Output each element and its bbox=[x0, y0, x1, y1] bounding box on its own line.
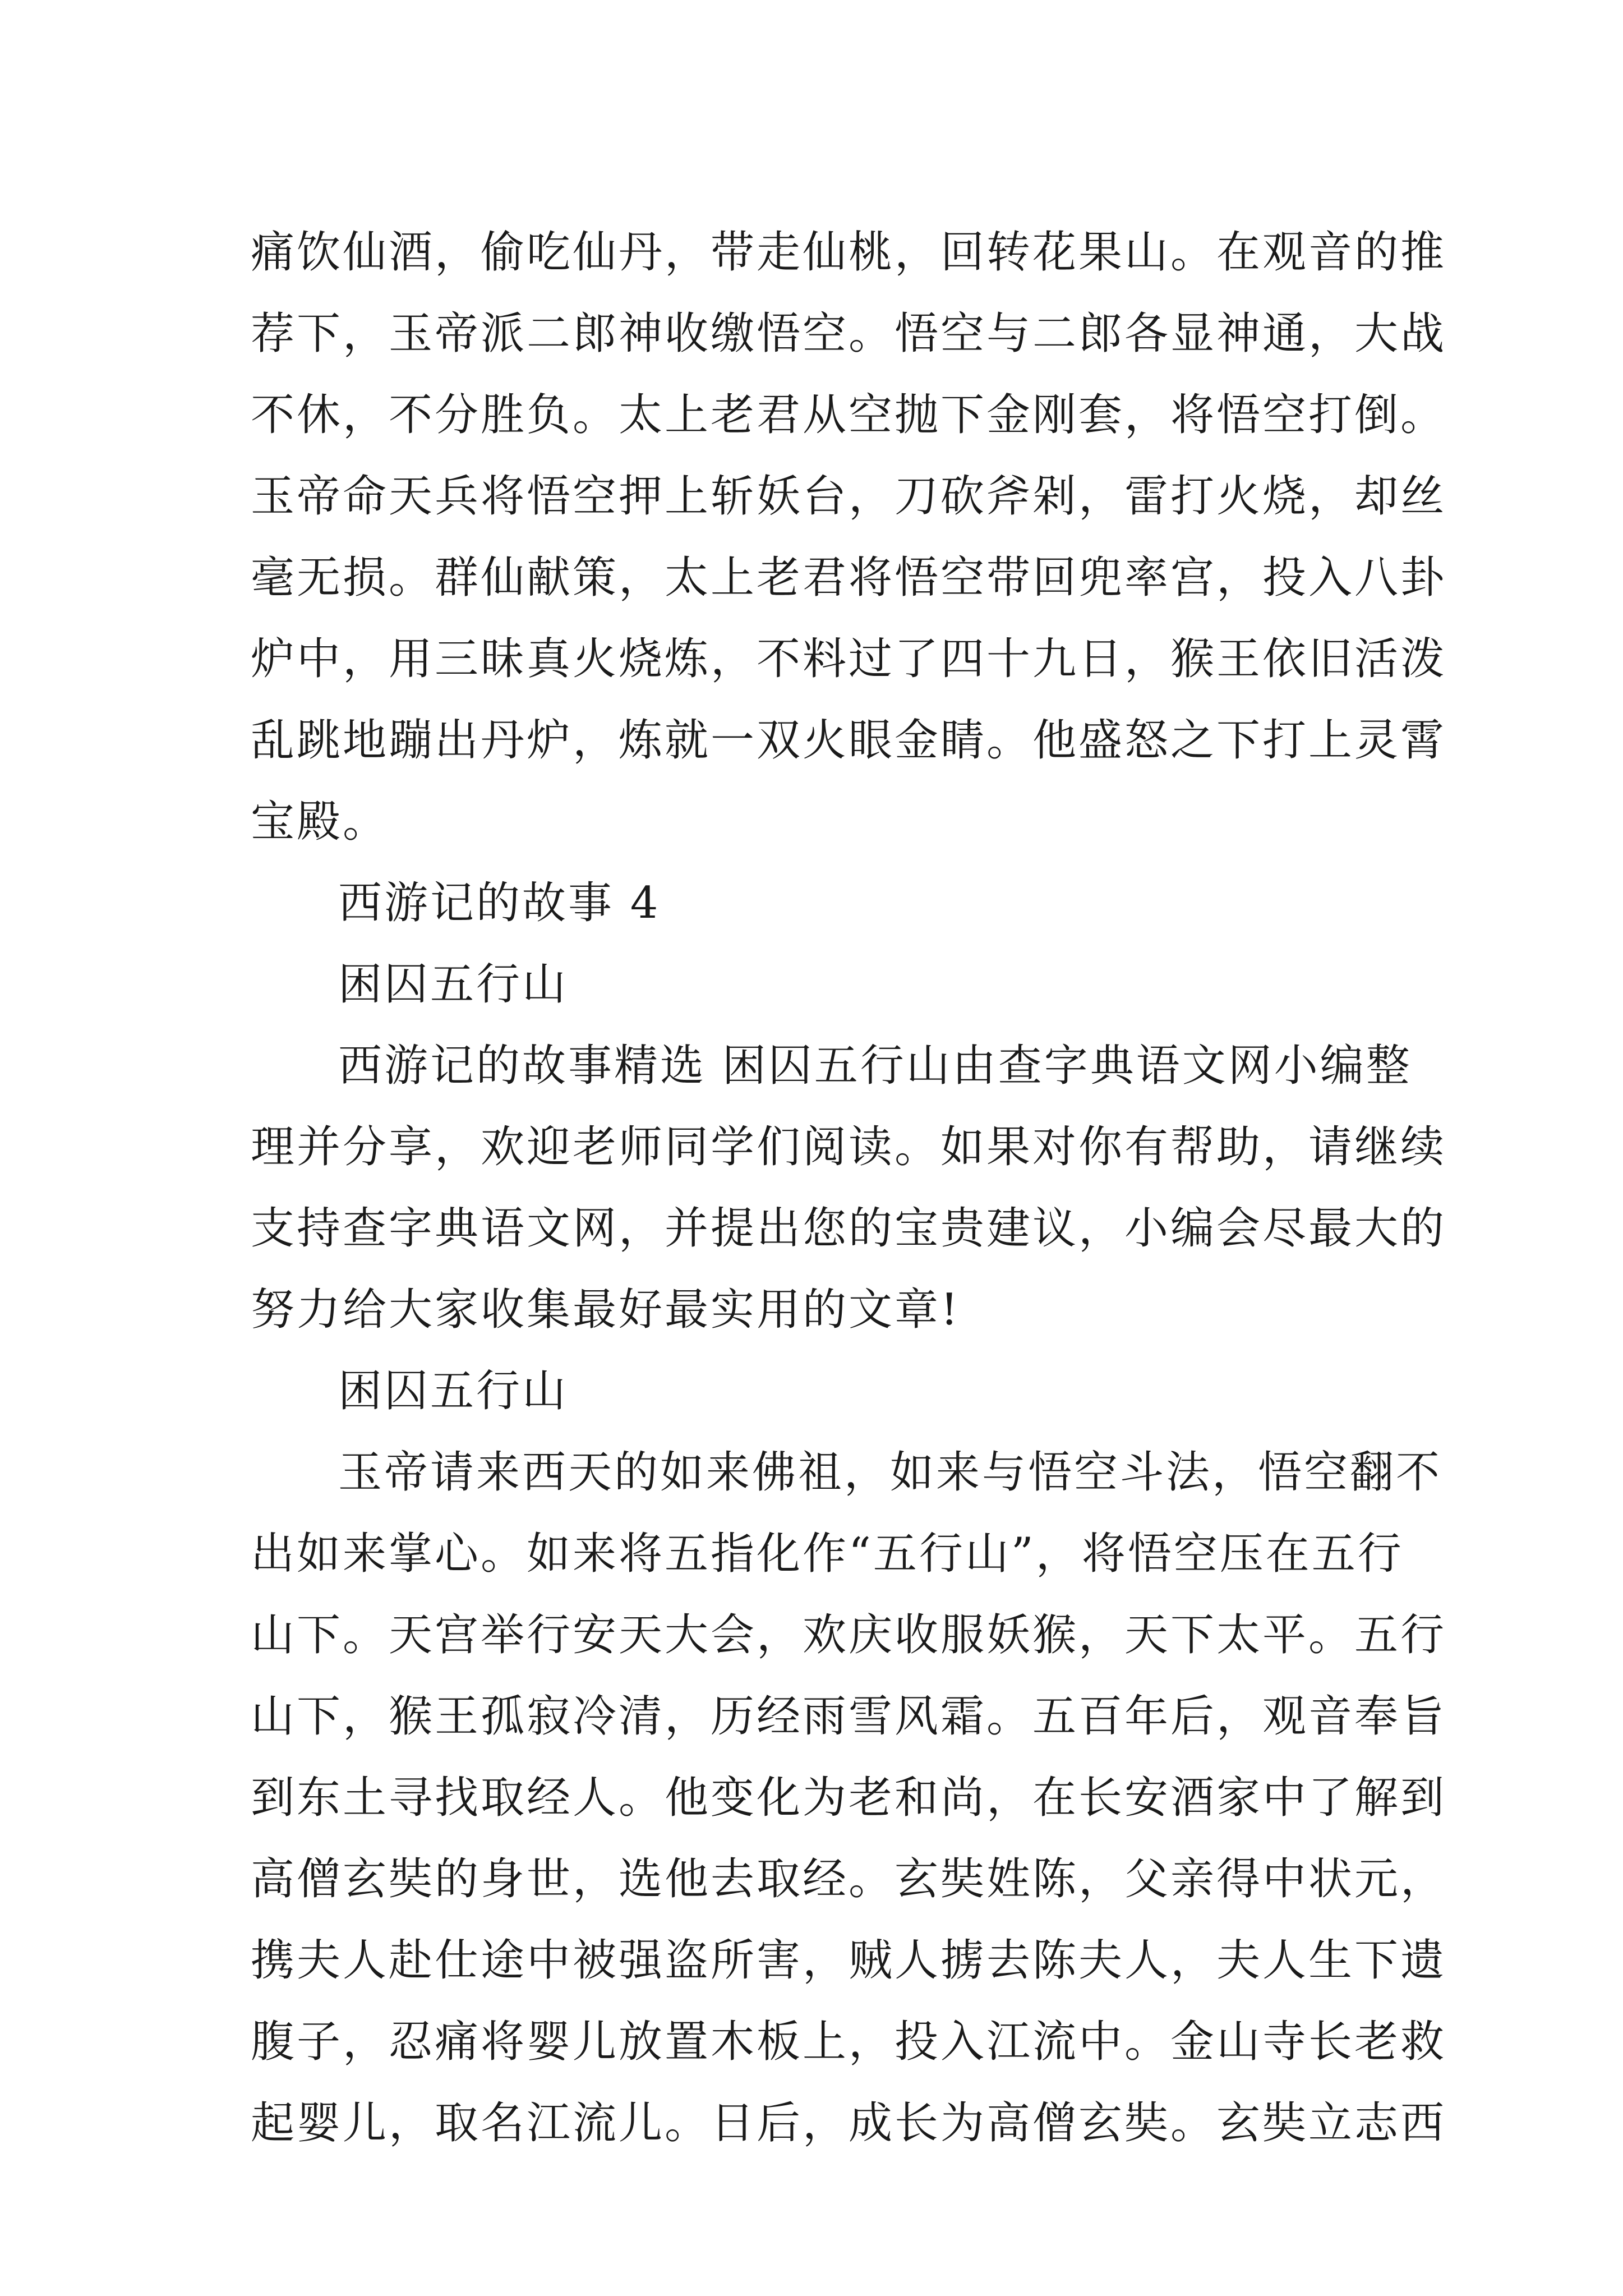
section-heading bbox=[251, 863, 1389, 944]
paragraph bbox=[251, 212, 1447, 863]
text-line: 西游记的故事精选 困囚五行山由查字典语文网小编整 bbox=[338, 1041, 1412, 1091]
document-body bbox=[251, 212, 1447, 2164]
text-line: 荐下，玉帝派二郎神收缴悟空。悟空与二郎各显神通，大战 bbox=[251, 309, 1447, 359]
text-line: 到东土寻找取经人。他变化为老和尚，在长安酒家中了解到 bbox=[251, 1773, 1447, 1823]
text-line: 腹子，忍痛将婴儿放置木板上，投入江流中。金山寺长老救 bbox=[251, 2017, 1447, 2067]
text-line: 炉中，用三昧真火烧炼，不料过了四十九日，猴王依旧活泼 bbox=[251, 634, 1447, 684]
text-line: 携夫人赴仕途中被强盗所害，贼人掳去陈夫人，夫人生下遗 bbox=[251, 1935, 1447, 1986]
text-line: 高僧玄奘的身世，选他去取经。玄奘姓陈，父亲得中状元， bbox=[251, 1854, 1447, 1904]
text-line: 不休，不分胜负。太上老君从空抛下金刚套，将悟空打倒。 bbox=[251, 390, 1447, 440]
text-line: 起婴儿，取名江流儿。日后，成长为高僧玄奘。玄奘立志西 bbox=[251, 2098, 1447, 2148]
text-line: 山下，猴王孤寂冷清，历经雨雪风霜。五百年后，观音奉旨 bbox=[251, 1691, 1447, 1742]
intro-paragraph bbox=[251, 1025, 1447, 1351]
text-line: 玉帝命天兵将悟空押上斩妖台，刀砍斧剁，雷打火烧，却丝 bbox=[251, 471, 1447, 522]
text-line: 西游记的故事 4 bbox=[338, 878, 661, 928]
text-line: 出如来掌心。如来将五指化作“五行山”，将悟空压在五行 bbox=[251, 1529, 1404, 1579]
text-line: 宝殿。 bbox=[251, 797, 389, 847]
paragraph bbox=[251, 1432, 1447, 2164]
text-line: 玉帝请来西天的如来佛祖，如来与悟空斗法，悟空翻不 bbox=[338, 1447, 1442, 1498]
story-title bbox=[251, 1351, 1389, 1432]
text-line: 乱跳地蹦出丹炉，炼就一双火眼金睛。他盛怒之下打上灵霄 bbox=[251, 715, 1447, 766]
text-line: 努力给大家收集最好最实用的文章! bbox=[251, 1285, 961, 1335]
story-title bbox=[251, 944, 1389, 1025]
text-line: 毫无损。群仙献策，太上老君将悟空带回兜率宫，投入八卦 bbox=[251, 553, 1447, 603]
text-line: 支持查字典语文网，并提出您的宝贵建议，小编会尽最大的 bbox=[251, 1203, 1447, 1254]
text-line: 困囚五行山 bbox=[338, 1366, 569, 1416]
text-line: 痛饮仙酒，偷吃仙丹，带走仙桃，回转花果山。在观音的推 bbox=[251, 227, 1447, 278]
text-line: 困囚五行山 bbox=[338, 959, 569, 1010]
text-line: 理并分享，欢迎老师同学们阅读。如果对你有帮助，请继续 bbox=[251, 1122, 1447, 1172]
text-line: 山下。天宫举行安天大会，欢庆收服妖猴，天下太平。五行 bbox=[251, 1610, 1447, 1660]
